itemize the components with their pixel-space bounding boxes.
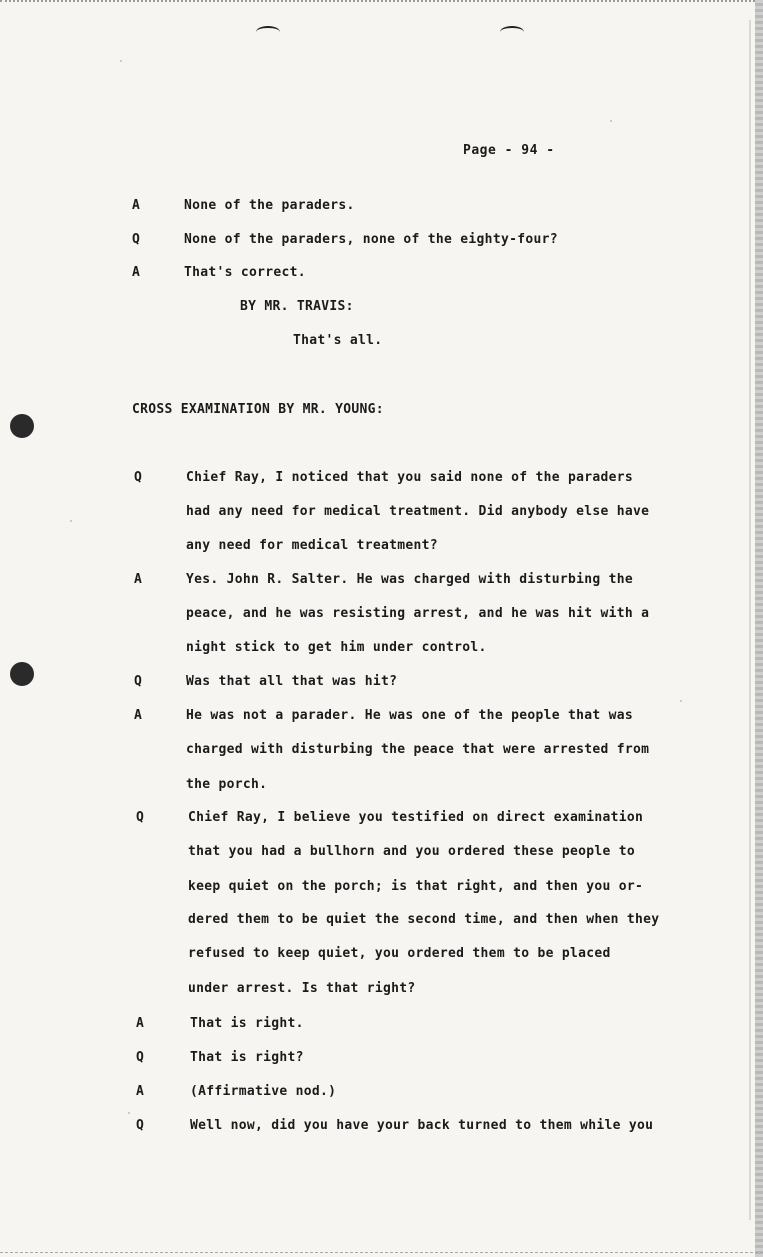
- transcript-line: keep quiet on the porch; is that right, and then you or-: [188, 879, 644, 894]
- transcript-line: That is right?: [190, 1050, 304, 1065]
- transcript-line: the porch.: [186, 777, 268, 792]
- speaker-label: A: [136, 1084, 144, 1099]
- speaker-label: A: [134, 572, 142, 587]
- page-bottom-edge: [0, 1251, 763, 1253]
- transcript-line: He was not a parader. He was one of the people that was: [186, 708, 633, 723]
- scan-speck: [128, 1112, 130, 1114]
- speaker-label: Q: [134, 674, 142, 689]
- transcript-line: Yes. John R. Salter. He was charged with disturbing the: [186, 572, 633, 587]
- transcript-line: that you had a bullhorn and you ordered these people to: [188, 844, 635, 859]
- transcript-line: dered them to be quiet the second time, and then when they: [188, 912, 660, 927]
- binder-mark-left: [256, 26, 280, 38]
- speaker-label: Q: [136, 810, 144, 825]
- transcript-line: charged with disturbing the peace that were arrested from: [186, 742, 650, 757]
- transcript-line: That's correct.: [184, 265, 306, 280]
- page-right-edge: [755, 0, 763, 1257]
- scan-speck: [610, 120, 612, 122]
- binder-mark-right: [500, 26, 524, 38]
- transcript-line: (Affirmative nod.): [190, 1084, 337, 1099]
- page-right-shadow: [749, 20, 751, 1220]
- punch-hole-upper: [10, 414, 34, 438]
- speaker-label: Q: [136, 1118, 144, 1133]
- scan-speck: [680, 700, 682, 702]
- scan-speck: [120, 60, 122, 62]
- speaker-label: A: [136, 1016, 144, 1031]
- transcript-line: night stick to get him under control.: [186, 640, 487, 655]
- transcript-line: under arrest. Is that right?: [188, 981, 416, 996]
- transcript-line: Chief Ray, I noticed that you said none of the paraders: [186, 470, 633, 485]
- examiner-heading: BY MR. TRAVIS:: [240, 299, 354, 314]
- speaker-label: A: [134, 708, 142, 723]
- transcript-line: Chief Ray, I believe you testified on direct examination: [188, 810, 644, 825]
- transcript-line: peace, and he was resisting arrest, and he was hit with a: [186, 606, 650, 621]
- transcript-line: Well now, did you have your back turned to them while you: [190, 1118, 654, 1133]
- transcript-line: None of the paraders, none of the eighty-four?: [184, 232, 558, 247]
- section-heading: CROSS EXAMINATION BY MR. YOUNG:: [132, 402, 384, 417]
- speaker-label: Q: [132, 232, 140, 247]
- speaker-label: A: [132, 265, 140, 280]
- transcript-line: any need for medical treatment?: [186, 538, 438, 553]
- speaker-label: Q: [136, 1050, 144, 1065]
- transcript-line: refused to keep quiet, you ordered them to be placed: [188, 946, 611, 961]
- transcript-line: None of the paraders.: [184, 198, 355, 213]
- transcript-line: had any need for medical treatment. Did anybody else have: [186, 504, 650, 519]
- page-top-edge: [0, 0, 763, 4]
- speaker-label: A: [132, 198, 140, 213]
- transcript-line: That is right.: [190, 1016, 304, 1031]
- speaker-label: Q: [134, 470, 142, 485]
- punch-hole-lower: [10, 662, 34, 686]
- transcript-line: That's all.: [293, 333, 383, 348]
- transcript-line: Was that all that was hit?: [186, 674, 398, 689]
- page-number: Page - 94 -: [463, 143, 555, 158]
- scan-speck: [70, 520, 72, 522]
